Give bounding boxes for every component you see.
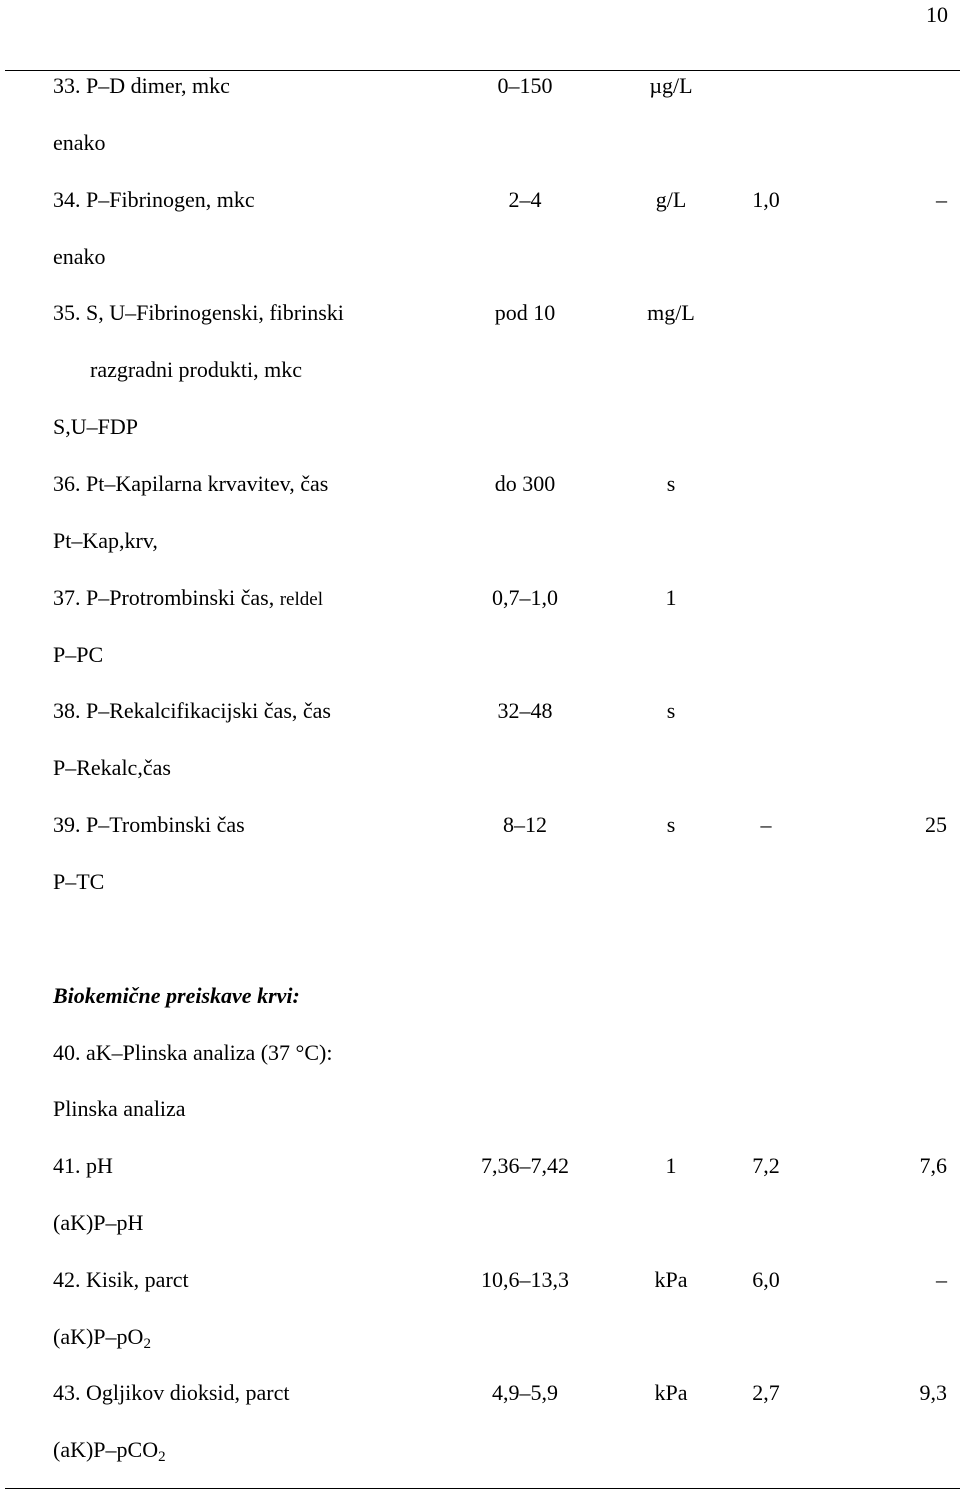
critical-high: – (936, 1267, 947, 1292)
table-row (0, 1151, 960, 1181)
reference-range: pod 10 (494, 300, 556, 325)
table-row (0, 810, 960, 840)
unit: g/L (655, 187, 687, 212)
unit: µg/L (649, 73, 693, 98)
unit: s (666, 698, 676, 723)
test-alias: enako (53, 130, 106, 155)
alias-row (0, 412, 960, 442)
reference-range: 4,9–5,9 (492, 1380, 558, 1405)
table-row (0, 469, 960, 499)
alias-row (0, 526, 960, 556)
critical-high: 7,6 (919, 1153, 947, 1178)
critical-high: 25 (925, 812, 947, 837)
reference-range: 2–4 (508, 187, 542, 212)
alias-subscript: 2 (158, 1449, 166, 1465)
test-name-small: reldel (279, 589, 323, 610)
test-name: 33. P–D dimer, mkc (53, 73, 230, 98)
unit: kPa (654, 1380, 688, 1405)
unit: mg/L (647, 300, 695, 325)
section-heading-row (0, 981, 960, 1011)
alias-base: (aK)P–pO (53, 1324, 144, 1349)
test-name (53, 583, 323, 615)
alias-row (0, 640, 960, 670)
reference-range: do 300 (494, 471, 556, 496)
test-name: 36. Pt–Kapilarna krvavitev, čas (53, 471, 329, 496)
unit: s (666, 812, 676, 837)
alias-row (0, 753, 960, 783)
table-row (0, 696, 960, 726)
table-row (0, 583, 960, 613)
test-name-main: 37. P–Protrombinski čas, (53, 585, 280, 610)
unit: s (666, 471, 676, 496)
unit: 1 (665, 1153, 677, 1178)
reference-range: 8–12 (503, 812, 547, 837)
table-row (0, 71, 960, 101)
alias-row (0, 1208, 960, 1238)
critical-low: – (760, 812, 772, 837)
critical-low: 1,0 (752, 187, 780, 212)
test-name: 42. Kisik, parct (53, 1267, 189, 1292)
alias-subscript: 2 (143, 1336, 151, 1352)
test-name: 38. P–Rekalcifikacijski čas, čas (53, 698, 331, 723)
table-row (0, 1038, 960, 1068)
test-alias: Pt–Kap,krv, (53, 528, 158, 553)
test-alias: P–TC (53, 869, 105, 894)
test-alias: S,U–FDP (53, 414, 138, 439)
test-alias: (aK)P–pH (53, 1210, 144, 1235)
name-continuation (0, 355, 960, 385)
reference-range: 32–48 (497, 698, 553, 723)
reference-range: 0,7–1,0 (492, 585, 558, 610)
table-row (0, 1378, 960, 1408)
table-row (0, 185, 960, 215)
test-alias: Plinska analiza (53, 1096, 186, 1121)
test-name: 43. Ogljikov dioksid, parct (53, 1380, 290, 1405)
critical-low: 2,7 (752, 1380, 780, 1405)
alias-row (0, 1435, 960, 1465)
test-name-continued: razgradni produkti, mkc (90, 357, 302, 382)
reference-range: 10,6–13,3 (481, 1267, 569, 1292)
critical-high: – (936, 187, 947, 212)
test-name: 39. P–Trombinski čas (53, 812, 245, 837)
bottom-rule (5, 1488, 960, 1489)
table-row (0, 298, 960, 328)
alias-row (0, 1322, 960, 1352)
critical-low: 7,2 (752, 1153, 780, 1178)
unit: kPa (654, 1267, 688, 1292)
test-name: 40. aK–Plinska analiza (37 °C): (53, 1040, 333, 1065)
alias-row (0, 242, 960, 272)
unit: 1 (665, 585, 677, 610)
alias-base: (aK)P–pCO (53, 1437, 159, 1462)
test-alias: P–PC (53, 642, 104, 667)
alias-row (0, 1094, 960, 1124)
reference-range: 0–150 (497, 73, 553, 98)
section-heading: Biokemične preiskave krvi: (53, 983, 300, 1008)
page-number: 10 (926, 2, 948, 27)
test-name: 34. P–Fibrinogen, mkc (53, 187, 255, 212)
test-alias: P–Rekalc,čas (53, 755, 171, 780)
test-alias (53, 1435, 166, 1465)
test-alias: enako (53, 244, 106, 269)
test-name: 41. pH (53, 1153, 113, 1178)
test-alias (53, 1322, 151, 1352)
critical-low: 6,0 (752, 1267, 780, 1292)
alias-row (0, 867, 960, 897)
table-row (0, 1265, 960, 1295)
alias-row (0, 128, 960, 158)
test-name: 35. S, U–Fibrinogenski, fibrinski (53, 300, 344, 325)
critical-high: 9,3 (919, 1380, 947, 1405)
reference-range: 7,36–7,42 (481, 1153, 569, 1178)
